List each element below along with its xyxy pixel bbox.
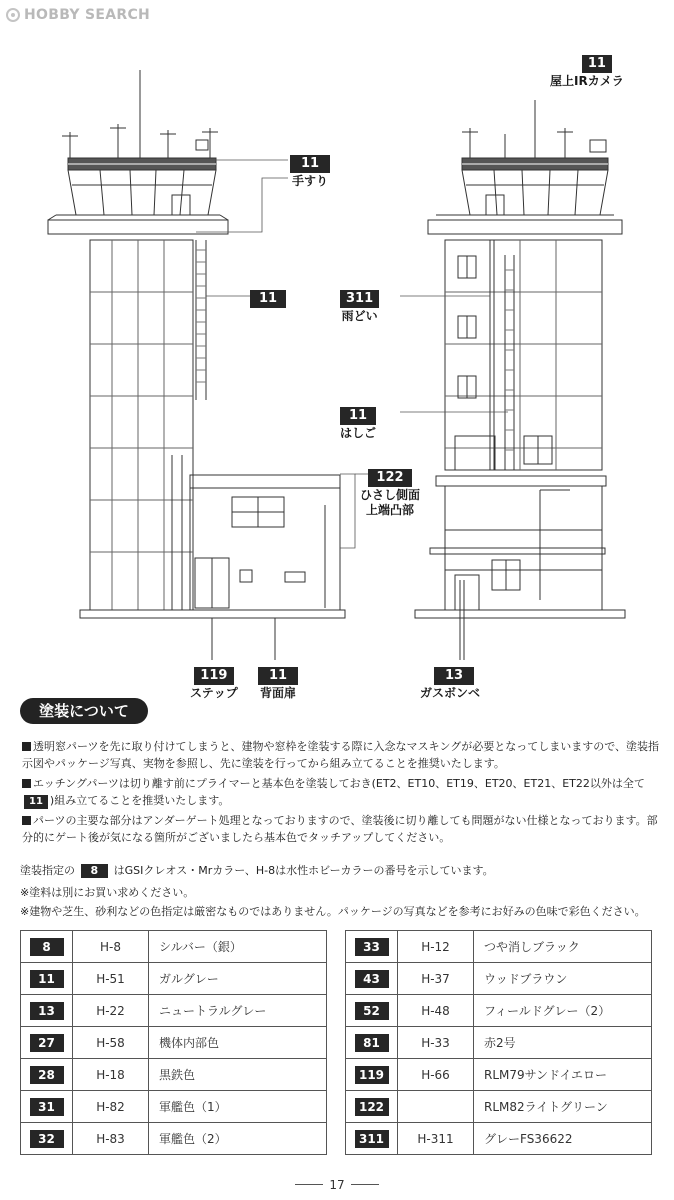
color-row bbox=[346, 963, 652, 995]
color-number-badge: 13 bbox=[434, 667, 474, 685]
callout-eave-top bbox=[360, 466, 420, 518]
color-number-badge: 8 bbox=[30, 938, 64, 956]
color-number-cell bbox=[346, 1027, 398, 1059]
color-number-badge: 81 bbox=[355, 1034, 389, 1052]
color-number-cell bbox=[21, 963, 73, 995]
color-name: フィールドグレー（2） bbox=[474, 995, 652, 1027]
color-name: ガルグレー bbox=[149, 963, 327, 995]
color-name: ニュートラルグレー bbox=[149, 995, 327, 1027]
color-name: RLM79サンドイエロー bbox=[474, 1059, 652, 1091]
color-name: シルバー（銀） bbox=[149, 931, 327, 963]
color-number-cell bbox=[21, 1091, 73, 1123]
hobby-color-code: H-37 bbox=[398, 963, 474, 995]
color-table-right bbox=[345, 930, 652, 1155]
paragraph-etching-parts: エッチングパーツは切り離す前にプライマーと基本色を塗装しておき(ET2、ET10、ET19、ET20、ET21、ET22以外は全て11 )組み立てることを推奨いたします。 bbox=[22, 775, 662, 809]
callout-label: ガスボンベ bbox=[420, 686, 481, 700]
color-row bbox=[21, 1027, 327, 1059]
callout-label: はしご bbox=[340, 426, 377, 440]
color-number-cell bbox=[346, 995, 398, 1027]
color-number-badge: 11 bbox=[258, 667, 298, 685]
color-number-badge: 43 bbox=[355, 970, 389, 988]
color-row bbox=[346, 1123, 652, 1155]
callout-ladder bbox=[340, 404, 376, 441]
callout-step bbox=[190, 664, 238, 701]
color-name: RLM82ライトグリーン bbox=[474, 1091, 652, 1123]
color-number-cell bbox=[346, 1123, 398, 1155]
callout-roof-ir-camera bbox=[550, 52, 624, 89]
color-name: グレーFS36622 bbox=[474, 1123, 652, 1155]
callout-label: ひさし側面 上端凸部 bbox=[360, 488, 421, 517]
page-number: 17 bbox=[0, 1178, 674, 1192]
note-color-guidance: ※建物や芝生、砂利などの色指定は厳密なものではありません。パッケージの写真などを参考にお好みの色味で彩色ください。 bbox=[20, 905, 646, 918]
color-number-badge: 13 bbox=[30, 1002, 64, 1020]
bullet-icon bbox=[22, 816, 31, 825]
hobby-color-code: H-48 bbox=[398, 995, 474, 1027]
color-row bbox=[346, 931, 652, 963]
color-name: ウッドブラウン bbox=[474, 963, 652, 995]
hobby-color-code: H-18 bbox=[73, 1059, 149, 1091]
color-row bbox=[21, 963, 327, 995]
hobby-color-code bbox=[398, 1091, 474, 1123]
color-number-badge: 11 bbox=[30, 970, 64, 988]
color-number-badge: 52 bbox=[355, 1002, 389, 1020]
paragraph-clear-parts: 透明窓パーツを先に取り付けてしまうと、建物や窓枠を塗装する際に入念なマスキングが必要となってしまいますので、塗装指示図やパッケージ写真、実物を参照し、先に塗装を行ってから組み立てることを推奨いたします。 bbox=[22, 740, 660, 770]
color-number-badge: 32 bbox=[30, 1130, 64, 1148]
hobby-color-code: H-8 bbox=[73, 931, 149, 963]
color-number-badge: 8 bbox=[81, 864, 109, 878]
color-row bbox=[21, 931, 327, 963]
color-number-cell bbox=[346, 1091, 398, 1123]
color-number-badge: 119 bbox=[355, 1066, 389, 1084]
bullet-icon bbox=[22, 742, 31, 751]
color-number-badge: 311 bbox=[340, 290, 379, 308]
color-number-badge: 27 bbox=[30, 1034, 64, 1052]
color-number-badge: 11 bbox=[250, 290, 286, 308]
color-name: 軍艦色（1） bbox=[149, 1091, 327, 1123]
color-number-cell bbox=[21, 931, 73, 963]
color-number-badge: 28 bbox=[30, 1066, 64, 1084]
color-number-cell bbox=[346, 931, 398, 963]
callout-rear-door bbox=[258, 664, 298, 701]
hobby-color-code: H-51 bbox=[73, 963, 149, 995]
color-number-badge: 122 bbox=[368, 469, 412, 487]
color-number-badge: 33 bbox=[355, 938, 389, 956]
color-name: 赤2号 bbox=[474, 1027, 652, 1059]
callout-rain-gutter bbox=[340, 287, 379, 324]
color-number-badge: 11 bbox=[24, 795, 48, 809]
color-row bbox=[346, 1091, 652, 1123]
hobby-color-code: H-83 bbox=[73, 1123, 149, 1155]
hobby-color-code: H-66 bbox=[398, 1059, 474, 1091]
callout-label: 背面扉 bbox=[259, 686, 296, 700]
note-paint-codes: 塗装指定の 8 はGSIクレオス・Mrカラー、H-8は水性ホビーカラーの番号を示しています。 bbox=[20, 864, 494, 877]
color-number-badge: 119 bbox=[194, 667, 234, 685]
callout-label: 雨どい bbox=[341, 309, 378, 323]
color-number-badge: 11 bbox=[582, 55, 612, 73]
color-row bbox=[346, 1059, 652, 1091]
color-number-badge: 11 bbox=[290, 155, 330, 173]
color-number-cell bbox=[21, 1123, 73, 1155]
callout-gas-cylinder bbox=[420, 664, 481, 701]
color-row bbox=[21, 1123, 327, 1155]
color-number-cell bbox=[346, 963, 398, 995]
color-row bbox=[21, 1059, 327, 1091]
bullet-icon bbox=[22, 779, 31, 788]
section-heading: 塗装について bbox=[20, 698, 148, 724]
hobby-color-code: H-33 bbox=[398, 1027, 474, 1059]
note-sold-separately: ※塗料は別にお買い求めください。 bbox=[20, 886, 195, 899]
hobby-color-code: H-311 bbox=[398, 1123, 474, 1155]
callout-label: ステップ bbox=[190, 686, 238, 700]
color-name: 軍艦色（2） bbox=[149, 1123, 327, 1155]
color-row bbox=[21, 995, 327, 1027]
color-name: 黒鉄色 bbox=[149, 1059, 327, 1091]
callout-label: 手すり bbox=[291, 174, 328, 188]
color-table-left bbox=[20, 930, 327, 1155]
callout-ladder-left bbox=[250, 287, 286, 308]
hobby-color-code: H-12 bbox=[398, 931, 474, 963]
color-row bbox=[21, 1091, 327, 1123]
hobby-color-code: H-82 bbox=[73, 1091, 149, 1123]
color-number-cell bbox=[21, 1059, 73, 1091]
color-number-badge: 311 bbox=[355, 1130, 389, 1148]
color-name: 機体内部色 bbox=[149, 1027, 327, 1059]
paragraph-undergate: パーツの主要な部分はアンダーゲート処理となっておりますので、塗装後に切り離しても問題がない仕様となっております。部分的にゲート後が気になる箇所がございましたら基本色でタッチアップしてください。 bbox=[22, 814, 658, 844]
color-row bbox=[346, 1027, 652, 1059]
hobby-color-code: H-58 bbox=[73, 1027, 149, 1059]
watermark-text: HOBBY SEARCH bbox=[24, 7, 151, 23]
color-number-cell bbox=[21, 995, 73, 1027]
color-number-badge: 31 bbox=[30, 1098, 64, 1116]
color-number-cell bbox=[346, 1059, 398, 1091]
color-name: つや消しブラック bbox=[474, 931, 652, 963]
callout-handrail bbox=[290, 152, 330, 189]
hobby-color-code: H-22 bbox=[73, 995, 149, 1027]
color-row bbox=[346, 995, 652, 1027]
color-number-badge: 11 bbox=[340, 407, 376, 425]
color-number-badge: 122 bbox=[355, 1098, 389, 1116]
color-number-cell bbox=[21, 1027, 73, 1059]
callout-label: 屋上IRカメラ bbox=[550, 74, 624, 88]
roof-antennas-right bbox=[462, 128, 606, 158]
